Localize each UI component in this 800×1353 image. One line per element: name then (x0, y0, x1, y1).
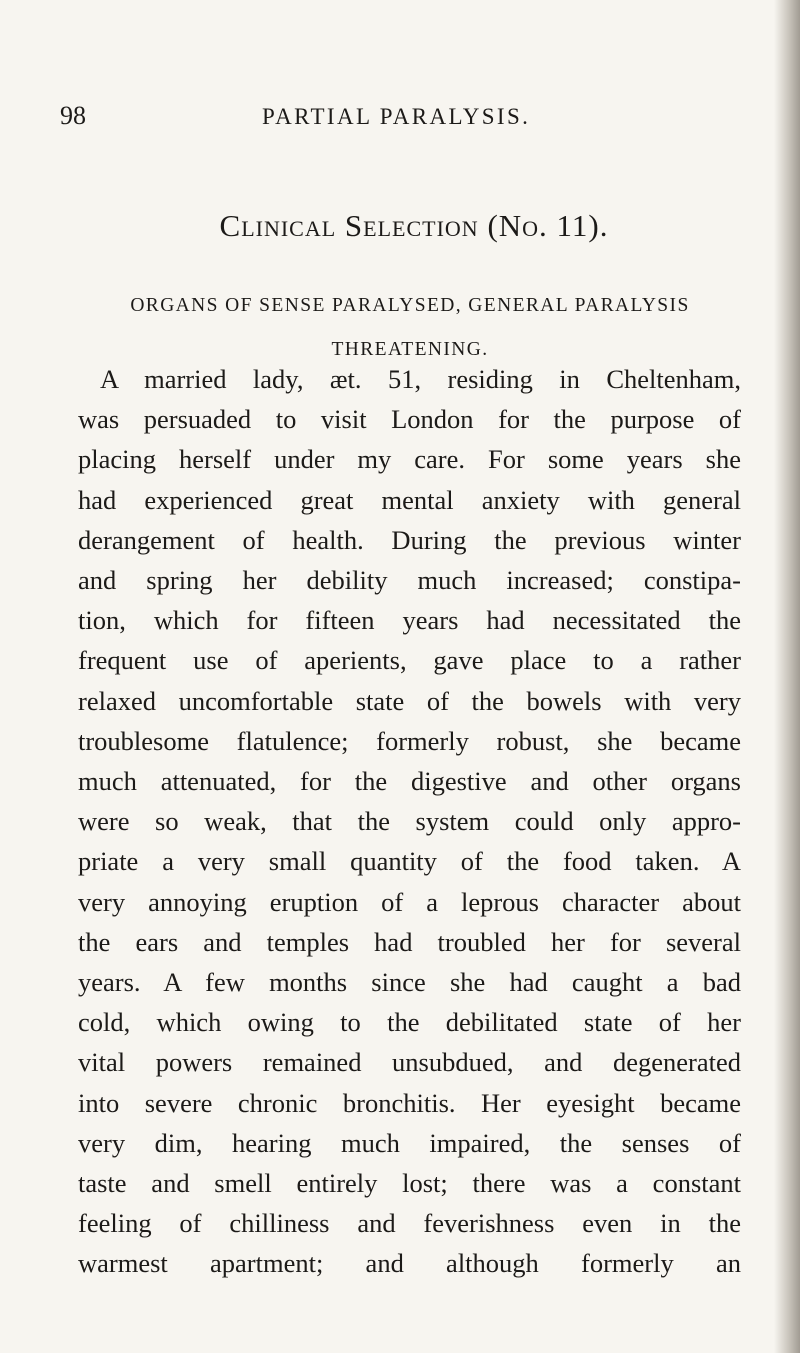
section-title: Clinical Selection (No. 11). (219, 208, 609, 243)
text-line: A married lady, æt. 51, residing in Cheltenham, (100, 364, 741, 394)
subtitle-line: ORGANS OF SENSE PARALYSED, GENERAL PARALYSIS (130, 295, 690, 316)
text-line: into severe chronic bronchitis. Her eyesight became (78, 1087, 741, 1118)
text-line: troublesome flatulence; formerly robust, she became (78, 725, 741, 756)
page-number: 98 (60, 101, 86, 130)
text-line: priate a very small quantity of the food taken. A (78, 846, 741, 877)
text-line: the ears and temples had troubled her for several (78, 926, 741, 957)
text-line: tion, which for fifteen years had necessitated the (78, 605, 741, 636)
text-line: frequent use of aperients, gave place to a rather (78, 645, 741, 676)
text-line: very annoying eruption of a leprous character about (78, 886, 741, 917)
text-line: had experienced great mental anxiety with general (78, 484, 741, 515)
text-line: taste and smell entirely lost; there was a constant (78, 1168, 741, 1199)
text-line: derangement of health. During the previous winter (78, 524, 741, 555)
text-line: years. A few months since she had caught a bad (78, 967, 741, 998)
text-line: much attenuated, for the digestive and other organs (78, 766, 741, 797)
page-edge-shadow (774, 0, 800, 1353)
text-line: and spring her debility much increased; constipa- (78, 565, 741, 596)
text-line: placing herself under my care. For some years she (78, 444, 741, 475)
running-head: PARTIAL PARALYSIS. (262, 104, 531, 129)
text-line: was persuaded to visit London for the purpose of (78, 404, 741, 435)
text-line: were so weak, that the system could only appro- (78, 806, 741, 837)
text-line: vital powers remained unsubdued, and degenerated (78, 1047, 741, 1078)
subtitle-line: THREATENING. (331, 339, 489, 360)
text-line: warmest apartment; and although formerly an (78, 1248, 741, 1279)
text-line: very dim, hearing much impaired, the senses of (78, 1127, 741, 1158)
text-line: feeling of chilliness and feverishness even in the (78, 1208, 741, 1239)
text-line: cold, which owing to the debilitated state of her (78, 1007, 741, 1038)
text-line: relaxed uncomfortable state of the bowels with very (78, 685, 741, 716)
body-paragraph (78, 359, 741, 1284)
